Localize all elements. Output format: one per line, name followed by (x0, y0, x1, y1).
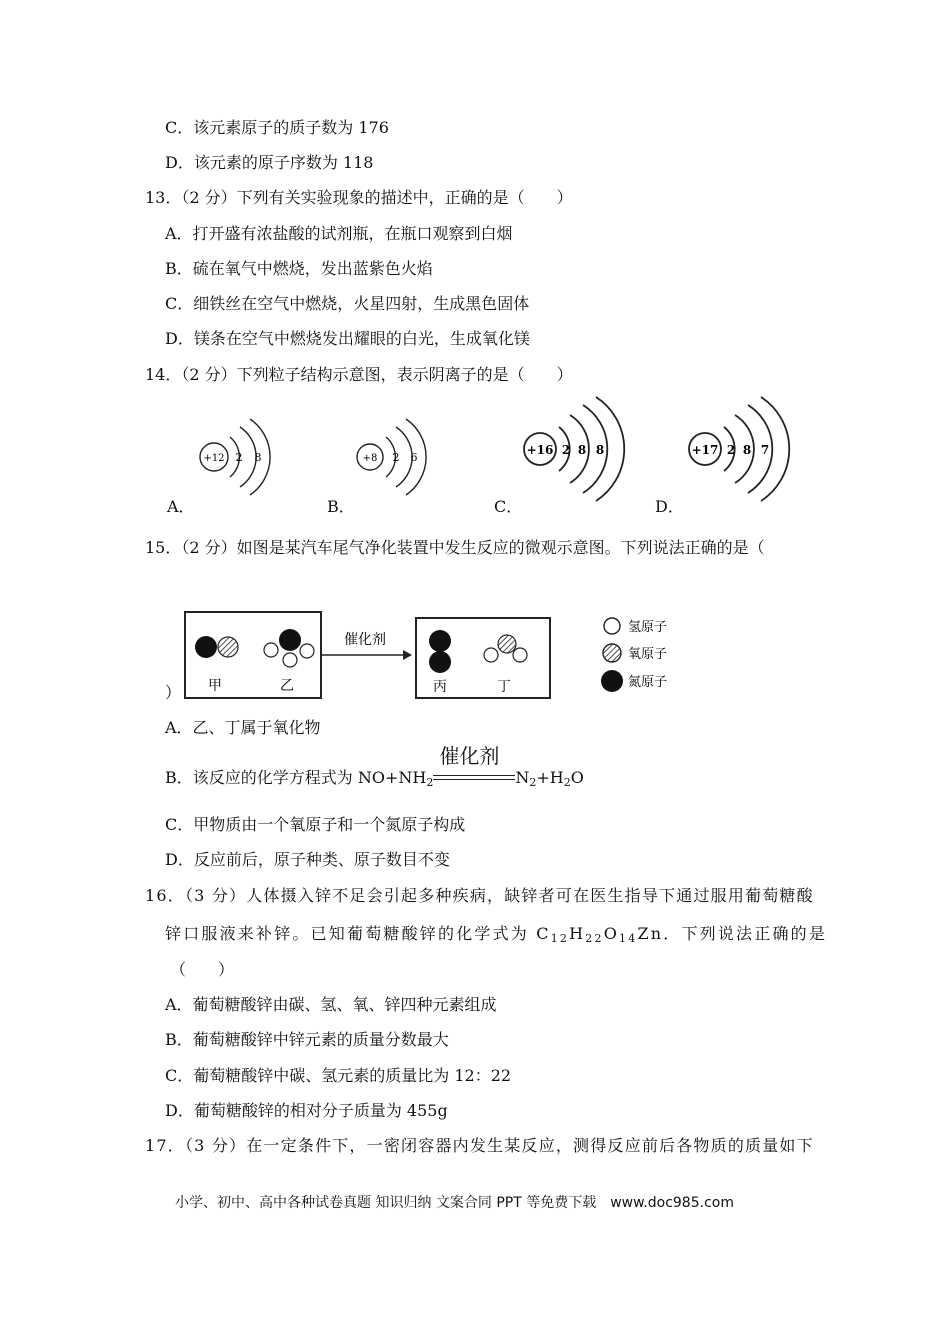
q16-option-d: D．葡萄糖酸锌的相对分子质量为 455g (165, 1101, 448, 1120)
particle-diagram-d (689, 397, 789, 501)
catalyst-label: 催化剂 (344, 632, 386, 648)
q12-option-c: C．该元素原子的质子数为 176 (165, 118, 389, 137)
product-label: 丁 (497, 679, 511, 695)
q16-stem-line3: （ ） (170, 960, 235, 979)
particle-diagram-c (524, 397, 624, 501)
catalyst-condition: 催化剂 (439, 744, 500, 768)
q15-option-a: A．乙、丁属于氧化物 (165, 718, 321, 737)
shell-count: 8 (595, 443, 605, 457)
q15-stem-close: ） (165, 683, 182, 702)
shell-count: 2 (392, 451, 400, 464)
q15-option-b: B．该反应的化学方程式为 $NO+NH_2$ 催化剂 $N_2+H_2O$ (165, 744, 584, 789)
particle-diagram-b (357, 419, 426, 495)
q14-stem: 14．（2 分）下列粒子结构示意图，表示阴离子的是（ ） (145, 365, 573, 384)
q14-label-c: C． (494, 497, 523, 516)
reactant-label: 甲 (208, 678, 222, 694)
product-label: 丙 (433, 679, 447, 695)
reactant-label: 乙 (280, 678, 294, 694)
q14-label-d: D． (655, 497, 684, 516)
nucleus-label-c: +16 (526, 443, 554, 457)
q16-option-b: B．葡萄糖酸锌中锌元素的质量分数最大 (165, 1030, 449, 1049)
nucleus-label-d: +17 (691, 443, 719, 457)
legend-nitrogen: 氮原子 (628, 675, 668, 690)
shell-count: 8 (742, 443, 752, 457)
nucleus-label-b: +8 (362, 453, 378, 464)
q16-stem-line2: 锌口服液来补锌。已知葡萄糖酸锌的化学式为 $C_{12}H_{22}O_{14}Zn$．下列说法正确的是 (165, 924, 828, 945)
q13-option-b: B．硫在氧气中燃烧，发出蓝紫色火焰 (165, 259, 433, 278)
shell-count: 8 (577, 443, 587, 457)
q13-option-d: D．镁条在空气中燃烧发出耀眼的白光，生成氧化镁 (165, 329, 530, 348)
shell-count: 7 (760, 443, 770, 457)
nucleus-label-a: +12 (203, 453, 225, 464)
q15-stem: 15．（2 分）如图是某汽车尾气净化装置中发生反应的微观示意图。下列说法正确的是（ (145, 538, 765, 557)
q15-option-d: D．反应前后，原子种类、原子数目不变 (165, 850, 450, 869)
page-footer: 小学、初中、高中各种试卷真题 知识归纳 文案合同 PPT 等免费下载 www.doc985.com (175, 1195, 734, 1211)
legend-hydrogen: 氢原子 (628, 620, 668, 635)
shell-count: 6 (410, 451, 418, 464)
q17-stem: 17．（3 分）在一定条件下，一密闭容器内发生某反应，测得反应前后各物质的质量如下 (145, 1136, 814, 1155)
shell-count: 8 (254, 451, 262, 464)
q15-reaction-diagram (0, 600, 950, 710)
q16-stem-line1: 16．（3 分）人体摄入锌不足会引起多种疾病，缺锌者可在医生指导下通过服用葡萄糖酸 (145, 886, 814, 905)
particle-diagram-a (200, 419, 270, 495)
legend-oxygen: 氧原子 (628, 647, 668, 662)
q15-option-c: C．甲物质由一个氧原子和一个氮原子构成 (165, 815, 466, 834)
q13-option-a: A．打开盛有浓盐酸的试剂瓶，在瓶口观察到白烟 (165, 224, 513, 243)
q16-option-a: A．葡萄糖酸锌由碳、氢、氧、锌四种元素组成 (165, 995, 497, 1014)
shell-count: 2 (726, 443, 736, 457)
shell-count: 2 (235, 451, 243, 464)
q14-label-a: A． (167, 497, 195, 516)
q16-option-c: C．葡萄糖酸锌中碳、氢元素的质量比为 12：22 (165, 1066, 512, 1085)
q13-option-c: C．细铁丝在空气中燃烧，火星四射，生成黑色固体 (165, 294, 530, 313)
q14-label-b: B． (327, 497, 355, 516)
q14-particle-diagrams (0, 395, 950, 505)
q12-option-d: D．该元素的原子序数为 118 (165, 153, 374, 172)
q13-stem: 13．（2 分）下列有关实验现象的描述中，正确的是（ ） (145, 188, 573, 207)
shell-count: 2 (561, 443, 571, 457)
